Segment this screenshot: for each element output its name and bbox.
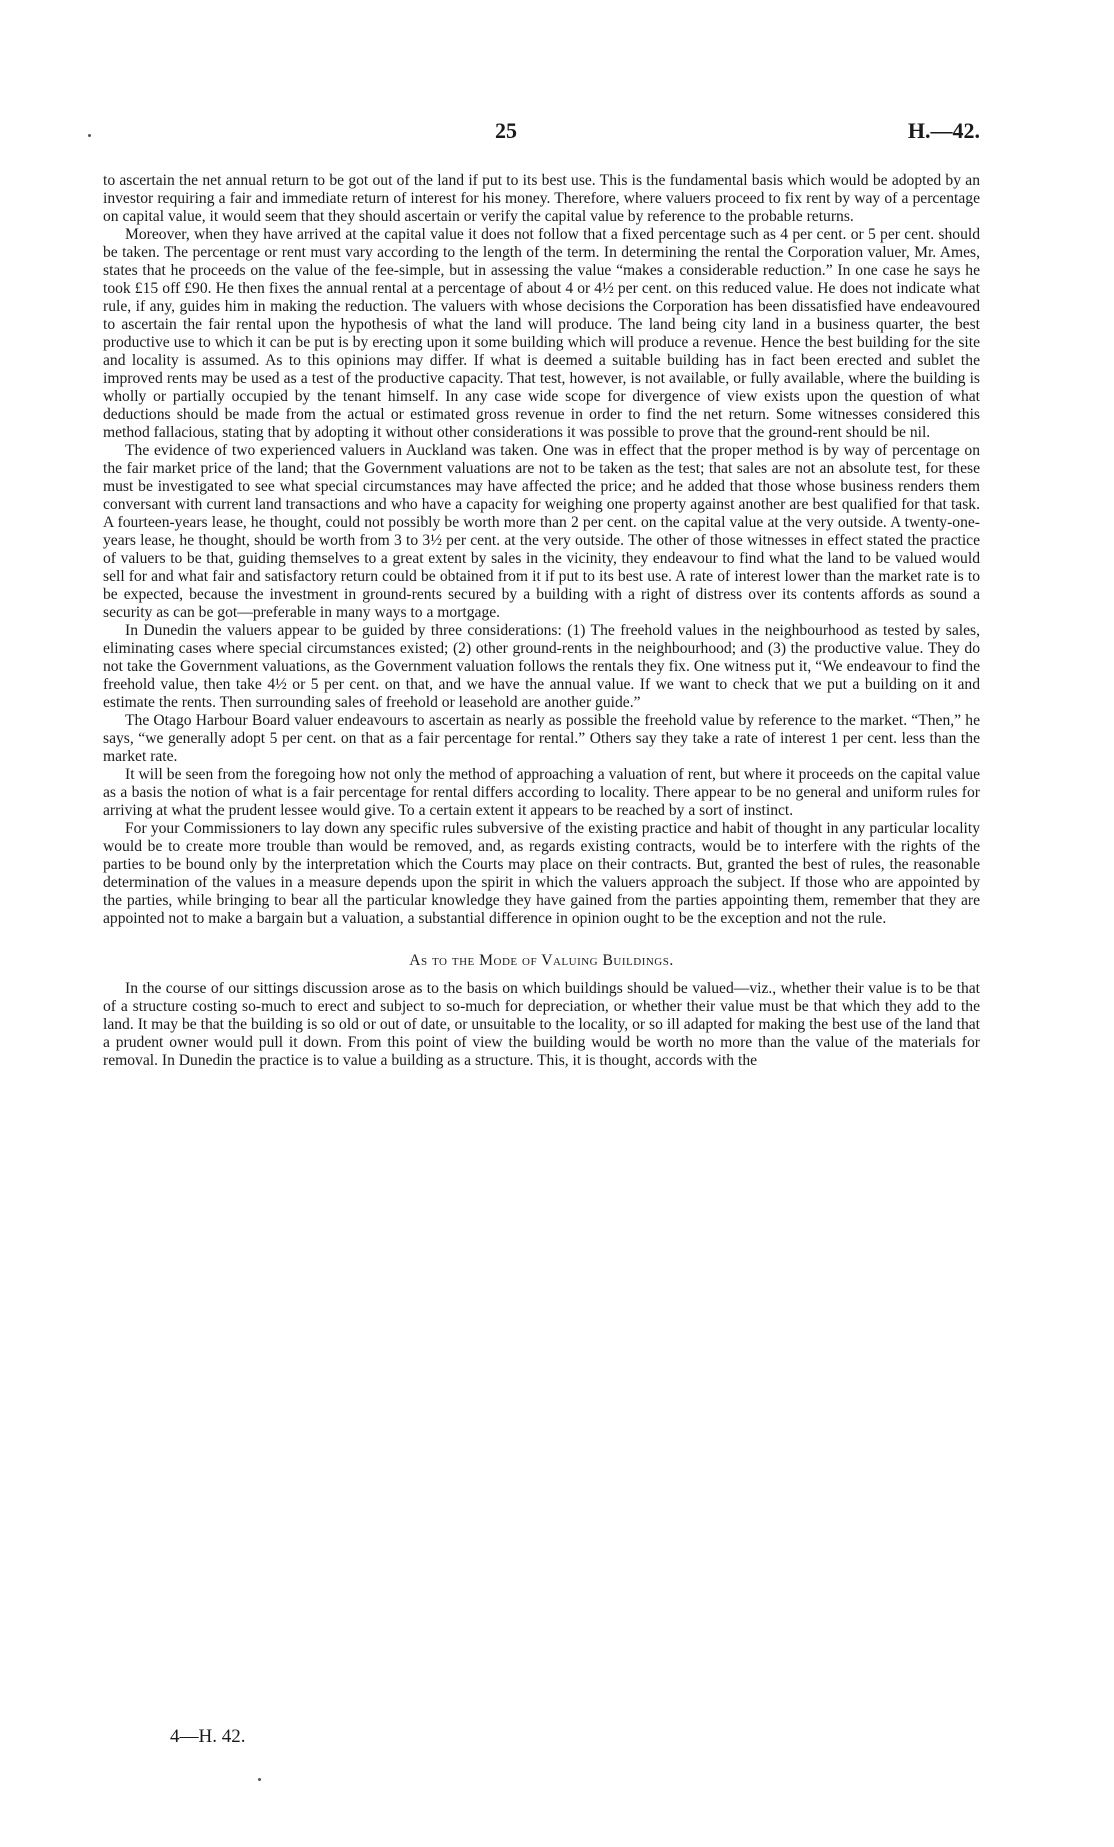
paragraph-continuation: to ascertain the net annual return to be got out of the land if put to its best use. This is the fundamental basis which would be adopted by an investor requiring a fair and immediate return of interest for his money. Therefore, where valuers proceed to fix rent by way of a percentage on capital value, it would seem that they should ascertain or verify the capital value by reference to the probable returns. bbox=[103, 172, 980, 225]
paragraph: In Dunedin the valuers appear to be guided by three considerations: (1) The freehold values in the neighbourhood as tested by sales, eliminating cases where special circumstances existed; (2) other ground-rents in the neighbourhood; and (3) the productive value. They do not take the Government valuations, as the Government valuation follows the rentals they fix. One witness put it, “We endeavour to find the freehold value, then take 4½ or 5 per cent. on that, and we have the annual value. If we want to check that we put a building on it and estimate the rents. Then surrounding sales of freehold or leasehold are another guide.” bbox=[103, 622, 980, 711]
page-number: 25 bbox=[495, 118, 517, 143]
print-speck bbox=[88, 134, 91, 137]
paragraph: For your Commissioners to lay down any specific rules subversive of the existing practice and habit of thought in any particular locality would be to create more trouble than would be removed, and, as regards existing contracts, would be to interfere with the rights of the parties to be bound only by the interpretation which the Courts may place on their contracts. But, granted the best of rules, the reasonable determination of the values in a measure depends upon the spirit in which the valuers approach the subject. If those who are appointed by the parties, while bringing to bear all the particular knowledge they have gained from the parties appointing them, remember that they are appointed not to make a bargain but a valuation, a substantial difference in opinion ought to be the exception and not the rule. bbox=[103, 820, 980, 927]
paragraph: Moreover, when they have arrived at the capital value it does not follow that a fixed percentage such as 4 per cent. or 5 per cent. should be taken. The percentage or rent must vary according to the length of the term. In determining the rental the Corporation valuer, Mr. Ames, states that he proceeds on the value of the fee-simple, but in assessing the value “makes a considerable reduction.” In one case he says he took £15 off £90. He then fixes the annual rental at a percentage of about 4 or 4½ per cent. on this reduced value. He does not indicate what rule, if any, guides him in making the reduction. The valuers with whose decisions the Corporation has been dissatisfied have endeavoured to ascertain the fair rental upon the hypothesis of what the land will produce. The land being city land in a business quarter, the best productive use to which it can be put is by erecting upon it some building which will produce a revenue. Hence the best building for the site and locality is assumed. As to this opinions may differ. If what is deemed a suitable building has in fact been erected and sublet the improved rents may be used as a test of the productive capacity. That test, however, is not available, or fully available, where the building is wholly or partially occupied by the tenant himself. In any case wide scope for divergence of view exists upon the question of what deductions should be made from the actual or estimated gross revenue in order to find the net return. Some witnesses considered this method fallacious, stating that by adopting it without other considerations it was possible to prove that the ground-rent should be nil. bbox=[103, 226, 980, 441]
paper-reference: H.—42. bbox=[907, 118, 980, 143]
print-speck bbox=[258, 1778, 261, 1781]
page-header bbox=[100, 118, 980, 148]
paragraph: The Otago Harbour Board valuer endeavours to ascertain as nearly as possible the freehold value by reference to the market. “Then,” he says, “we generally adopt 5 per cent. on that as a fair percentage for rental.” Others say they take a rate of interest 1 per cent. less than the market rate. bbox=[103, 712, 980, 765]
document-body bbox=[103, 172, 980, 1070]
section-heading: As to the Mode of Valuing Buildings. bbox=[409, 952, 674, 969]
paragraph: In the course of our sittings discussion arose as to the basis on which buildings should be valued—viz., whether their value is to be that of a structure costing so-much to erect and subject to so-much for depreciation, or whether their value must be that which they add to the land. It may be that the building is so old or out of date, or unsuitable to the locality, or so ill adapted for making the best use of the land that a prudent owner would pull it down. From this point of view the building would be worth no more than the value of the materials for removal. In Dunedin the practice is to value a building as a structure. This, it is thought, accords with the bbox=[103, 980, 980, 1069]
paragraph: It will be seen from the foregoing how not only the method of approaching a valuation of rent, but where it proceeds on the capital value as a basis the notion of what is a fair percentage for rental differs according to locality. There appear to be no general and uniform rules for arriving at what the prudent lessee would give. To a certain extent it appears to be reached by a sort of instinct. bbox=[103, 766, 980, 819]
signature-mark: 4—H. 42. bbox=[170, 1726, 246, 1747]
paragraph: The evidence of two experienced valuers in Auckland was taken. One was in effect that the proper method is by way of percentage on the fair market price of the land; that the Government valuations are not to be taken as the test; that sales are not an absolute test, for these must be investigated to see what special circumstances may have affected the price; and he added that those whose business renders them conversant with current land transactions and who have a capacity for weighing one property against another are best qualified for that task. A fourteen-years lease, he thought, could not possibly be worth more than 2 per cent. on the capital value at the very outside. A twenty-one-years lease, he thought, should be worth from 3 to 3½ per cent. at the very outside. The other of those witnesses in effect stated the practice of valuers to be that, guiding themselves to a great extent by sales in the vicinity, they endeavour to find what the land to be valued would sell for and what fair and satisfactory return could be obtained from it if put to its best use. A rate of interest lower than the market rate is to be expected, because the investment in ground-rents secured by a building with a right of distress over its contents affords as sound a security as can be got—preferable in many ways to a mortgage. bbox=[103, 442, 980, 621]
